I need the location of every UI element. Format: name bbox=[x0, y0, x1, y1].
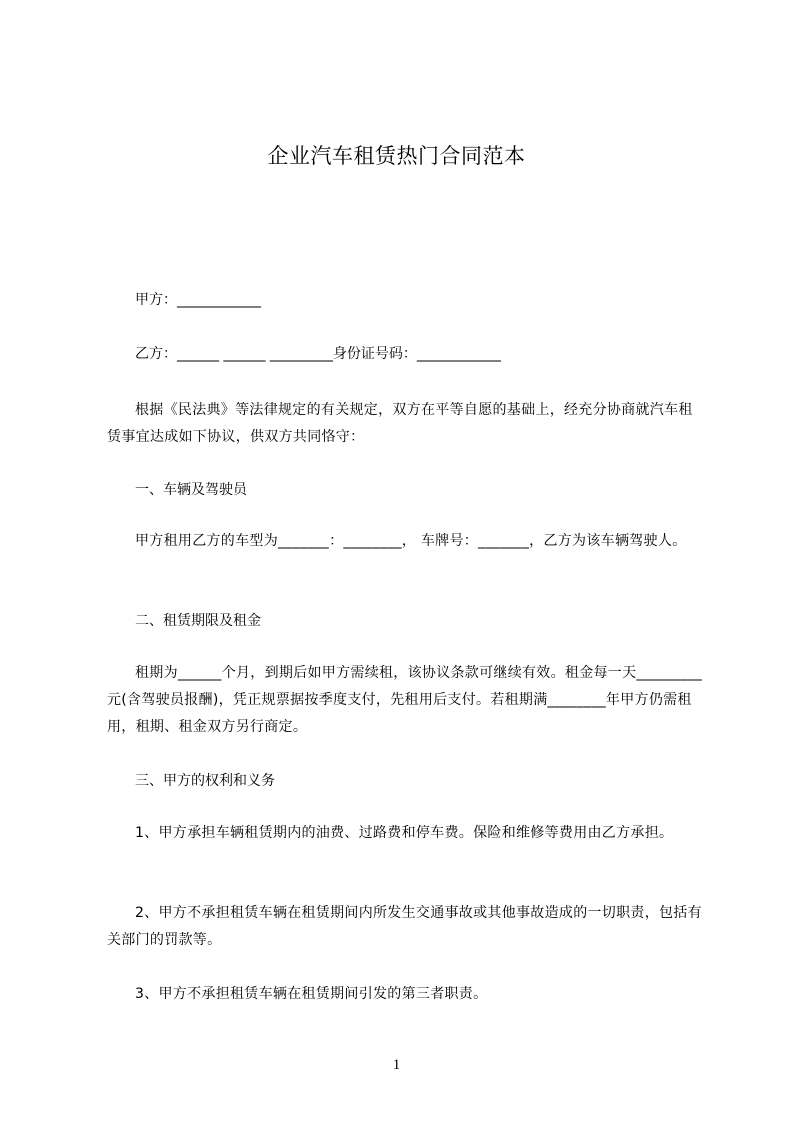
party-b-line: 乙方：______ ______ _________身份证号码：____________ bbox=[135, 346, 501, 362]
section3-item-3: 3、甲方不承担租赁车辆在租赁期间引发的第三者职责。 bbox=[135, 986, 488, 1002]
intro-paragraph: 根据《民法典》等法律规定的有关规定，双方在平等自愿的基础上，经充分协商就汽车租赁事宜达成如下协议，供双方共同恪守： bbox=[107, 402, 693, 445]
section3-item-2: 2、甲方不承担租赁车辆在租赁期间内所发生交通事故或其他事故造成的一切职责，包括有关部门的罚款等。 bbox=[107, 905, 702, 948]
section3-heading: 三、甲方的权利和义务 bbox=[135, 773, 275, 789]
party-a-line: 甲方：____________ bbox=[135, 292, 261, 308]
section2-heading: 二、租赁期限及租金 bbox=[135, 613, 261, 629]
section1-paragraph: 甲方租用乙方的车型为_______：________， 车牌号：_______，乙方为该车辆驾驶人。 bbox=[135, 533, 687, 549]
document-title: 企业汽车租赁热门合同范本 bbox=[267, 144, 526, 168]
page-number: 1 bbox=[392, 1057, 401, 1073]
section1-heading: 一、车辆及驾驶员 bbox=[135, 482, 247, 498]
section2-paragraph: 租期为______个月，到期后如甲方需续租，该协议条款可继续有效。租金每一天_________元(含驾驶员报酬)，凭正规票据按季度支付，先租用后支付。若租期满________年甲方仍需租用，租期、租金双方另行商定。 bbox=[107, 665, 703, 735]
section3-item-1: 1、甲方承担车辆租赁期内的油费、过路费和停车费。保险和维修等费用由乙方承担。 bbox=[135, 825, 674, 841]
